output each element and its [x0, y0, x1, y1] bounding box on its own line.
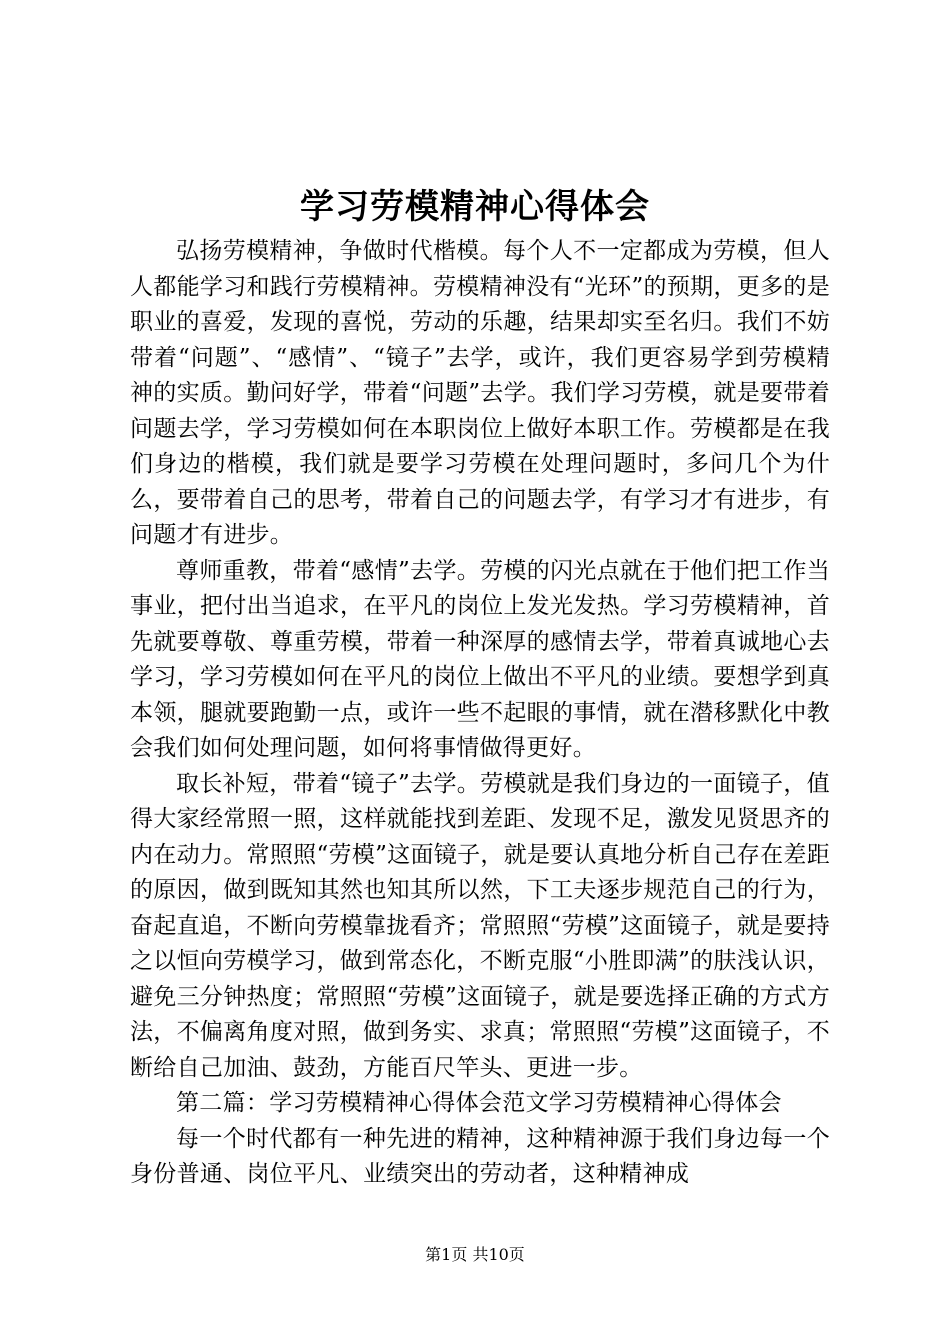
- section-heading: 第二篇：学习劳模精神心得体会范文学习劳模精神心得体会: [176, 1090, 782, 1116]
- paragraph-2: 尊师重教，带着“感情”去学。劳模的闪光点就在于他们把工作当事业，把付出当追求，在平凡的岗位上发光发热。学习劳模精神，首先就要尊敬、尊重劳模，带着一种深厚的感情去学，带着真诚地心去学习，学习劳模如何在平凡的岗位上做出不平凡的业绩。要想学到真本领，腿就要跑勤一点，或许一些不起眼的事情，就在潜移默化中教会我们如何处理问题，如何将事情做得更好。: [130, 557, 830, 761]
- paragraph-1: 弘扬劳模精神，争做时代楷模。每个人不一定都成为劳模，但人人都能学习和践行劳模精神。劳模精神没有“光环”的预期，更多的是职业的喜爱，发现的喜悦，劳动的乐趣，结果却实至名归。我们不妨带着“问题”、“感情”、“镜子”去学，或许，我们更容易学到劳模精神的实质。勤问好学，带着“问题”去学。我们学习劳模，就是要带着问题去学，学习劳模如何在本职岗位上做好本职工作。劳模都是在我们身边的楷模，我们就是要学习劳模在处理问题时，多问几个为什么，要带着自己的思考，带着自己的问题去学，有学习才有进步，有问题才有进步。: [130, 238, 830, 548]
- paragraph-4: 每一个时代都有一种先进的精神，这种精神源于我们身边每一个身份普通、岗位平凡、业绩突出的劳动者，这种精神成: [130, 1125, 830, 1187]
- document-title: 学习劳模精神心得体会: [300, 187, 650, 227]
- page-number-footer: 第1页 共10页: [425, 1245, 525, 1264]
- paragraph-3: 取长补短，带着“镜子”去学。劳模就是我们身边的一面镜子，值得大家经常照一照，这样就能找到差距、发现不足，激发见贤思齐的内在动力。常照照“劳模”这面镜子，就是要认真地分析自己存在差距的原因，做到既知其然也知其所以然，下工夫逐步规范自己的行为，奋起直追，不断向劳模靠拢看齐；常照照“劳模”这面镜子，就是要持之以恒向劳模学习，做到常态化，不断克服“小胜即满”的肤浅认识，避免三分钟热度；常照照“劳模”这面镜子，就是要选择正确的方式方法，不偏离角度对照，做到务实、求真；常照照“劳模”这面镜子，不断给自己加油、鼓劲，方能百尺竿头、更进一步。: [130, 770, 830, 1081]
- document-body: [130, 234, 830, 1193]
